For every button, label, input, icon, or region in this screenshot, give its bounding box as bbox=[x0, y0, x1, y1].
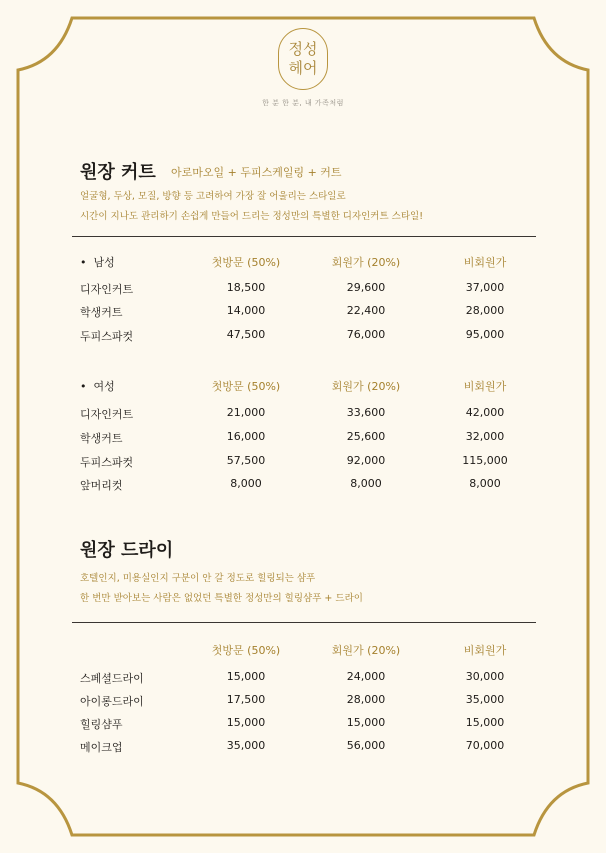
dry-desc-line-2: 한 번만 받아보는 사람은 없었던 특별한 정성만의 힐링샴푸 + 드라이 bbox=[80, 593, 363, 604]
dry-section-title: 원장 드라이 bbox=[80, 540, 174, 561]
women-row-1-name: 디자인커트 bbox=[80, 408, 134, 421]
cut-section-title: 원장 커트 bbox=[80, 162, 156, 183]
women-group-header: • 여성 bbox=[80, 380, 115, 393]
cut-section-subtitle: 아로마오일 + 두피스케일링 + 커트 bbox=[171, 166, 342, 179]
dry-col-regular: 비회원가 bbox=[463, 644, 507, 657]
dry-row-3-member: 15,000 bbox=[346, 716, 386, 729]
cut-desc-line-1: 얼굴형, 두상, 모질, 방향 등 고려하여 가장 잘 어울리는 스타일로 bbox=[80, 191, 346, 202]
women-row-3-first: 57,500 bbox=[226, 454, 266, 467]
dry-row-4-regular: 70,000 bbox=[465, 739, 505, 752]
logo-line-1: 정성 bbox=[288, 40, 318, 58]
women-row-1-member: 33,600 bbox=[346, 406, 386, 419]
cut-desc-line-2: 시간이 지나도 관리하기 손쉽게 만들어 드리는 정성만의 특별한 디자인커트 스타일! bbox=[80, 211, 424, 222]
dry-row-1-first: 15,000 bbox=[226, 670, 266, 683]
women-row-3-name: 두피스파컷 bbox=[80, 456, 134, 469]
dry-row-2-member: 28,000 bbox=[346, 693, 386, 706]
dry-row-2-name: 아이롱드라이 bbox=[80, 695, 144, 708]
women-group-label: 여성 bbox=[93, 380, 115, 393]
dry-row-4-member: 56,000 bbox=[346, 739, 386, 752]
men-col-member: 회원가 (20%) bbox=[331, 256, 401, 269]
men-col-first-visit: 첫방문 (50%) bbox=[211, 256, 281, 269]
dry-row-3-name: 힐링샴푸 bbox=[80, 718, 123, 731]
men-row-2-first: 14,000 bbox=[226, 304, 266, 317]
women-row-4-regular: 8,000 bbox=[469, 477, 501, 490]
dry-row-1-name: 스페셜드라이 bbox=[80, 672, 144, 685]
dry-row-1-member: 24,000 bbox=[346, 670, 386, 683]
dry-row-1-regular: 30,000 bbox=[465, 670, 505, 683]
men-row-3-name: 두피스파컷 bbox=[80, 330, 134, 343]
men-row-1-regular: 37,000 bbox=[465, 281, 505, 294]
dry-row-2-regular: 35,000 bbox=[465, 693, 505, 706]
dry-row-2-first: 17,500 bbox=[226, 693, 266, 706]
dry-divider bbox=[72, 622, 536, 623]
men-row-1-member: 29,600 bbox=[346, 281, 386, 294]
women-col-member: 회원가 (20%) bbox=[331, 380, 401, 393]
women-row-2-regular: 32,000 bbox=[465, 430, 505, 443]
men-row-3-regular: 95,000 bbox=[465, 328, 505, 341]
women-row-4-first: 8,000 bbox=[230, 477, 262, 490]
dry-row-4-name: 메이크업 bbox=[80, 741, 123, 754]
women-row-1-first: 21,000 bbox=[226, 406, 266, 419]
women-row-3-regular: 115,000 bbox=[462, 454, 508, 467]
men-row-3-member: 76,000 bbox=[346, 328, 386, 341]
men-row-3-first: 47,500 bbox=[226, 328, 266, 341]
women-row-2-first: 16,000 bbox=[226, 430, 266, 443]
men-col-regular: 비회원가 bbox=[463, 256, 507, 269]
men-row-1-first: 18,500 bbox=[226, 281, 266, 294]
dry-desc-line-1: 호텔인지, 미용실인지 구분이 안 갈 정도로 힐링되는 샴푸 bbox=[80, 573, 316, 584]
dry-col-member: 회원가 (20%) bbox=[331, 644, 401, 657]
brand-logo bbox=[278, 28, 328, 90]
women-row-3-member: 92,000 bbox=[346, 454, 386, 467]
women-col-regular: 비회원가 bbox=[463, 380, 507, 393]
men-row-2-regular: 28,000 bbox=[465, 304, 505, 317]
women-row-1-regular: 42,000 bbox=[465, 406, 505, 419]
dry-row-4-first: 35,000 bbox=[226, 739, 266, 752]
dry-row-3-first: 15,000 bbox=[226, 716, 266, 729]
men-row-2-member: 22,400 bbox=[346, 304, 386, 317]
women-row-2-name: 학생커트 bbox=[80, 432, 123, 445]
cut-divider bbox=[72, 236, 536, 237]
men-row-1-name: 디자인커트 bbox=[80, 283, 134, 296]
men-group-label: 남성 bbox=[93, 256, 115, 269]
women-row-4-member: 8,000 bbox=[350, 477, 382, 490]
women-row-2-member: 25,600 bbox=[346, 430, 386, 443]
women-row-4-name: 앞머리컷 bbox=[80, 479, 123, 492]
brand-tagline: 한 분 한 분, 내 가족처럼 bbox=[262, 99, 344, 107]
dry-col-first-visit: 첫방문 (50%) bbox=[211, 644, 281, 657]
men-group-header: • 남성 bbox=[80, 256, 115, 269]
women-col-first-visit: 첫방문 (50%) bbox=[211, 380, 281, 393]
dry-row-3-regular: 15,000 bbox=[465, 716, 505, 729]
men-row-2-name: 학생커트 bbox=[80, 306, 123, 319]
logo-line-2: 헤어 bbox=[288, 59, 318, 77]
